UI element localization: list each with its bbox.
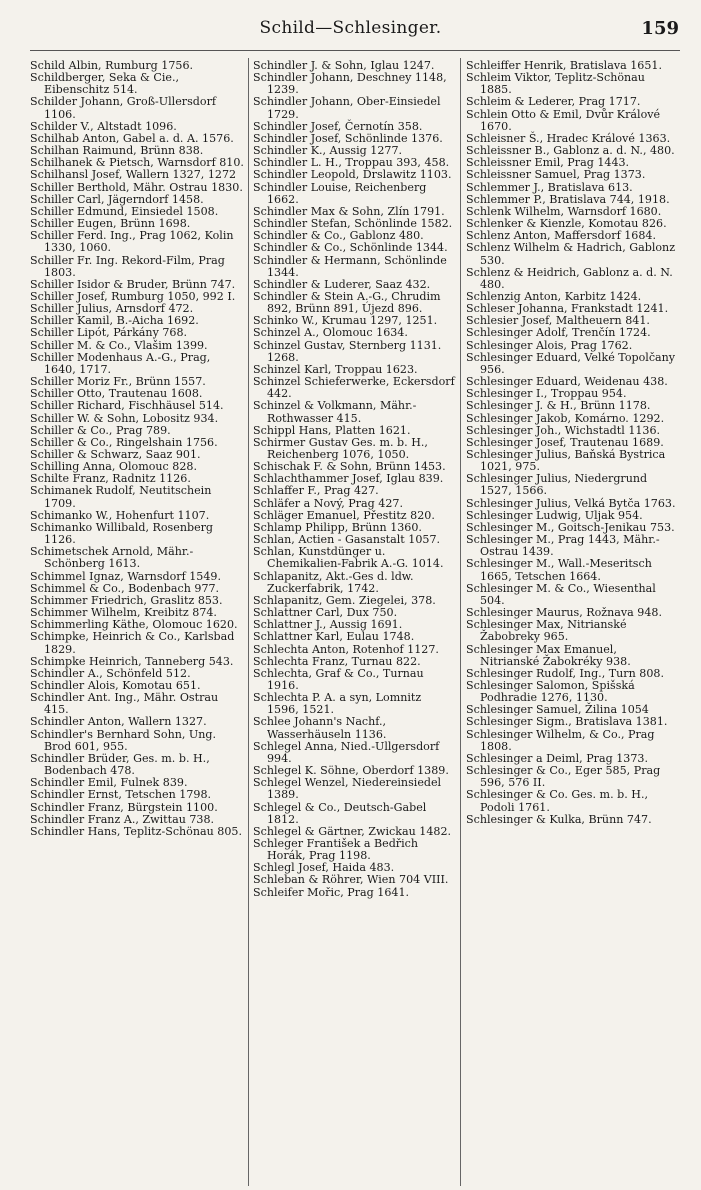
directory-entry: Schindler L. H., Troppau 393, 458. bbox=[253, 156, 450, 170]
directory-entry: Schlesinger Wilhelm, & Co., Prag 1808. bbox=[466, 727, 655, 753]
directory-entry: Schlenz & Heidrich, Gablonz a. d. N. 480. bbox=[466, 265, 673, 291]
directory-entry: Schiller Edmund, Einsiedel 1508. bbox=[30, 204, 219, 218]
directory-entry: Schleger František a Bedřich Horák, Prag 1198. bbox=[253, 837, 419, 863]
directory-entry: Schlesinger Rudolf, Ing., Turn 808. bbox=[466, 666, 664, 680]
directory-entry: Schild Albin, Rumburg 1756. bbox=[30, 60, 194, 72]
directory-entry: Schlesinger Josef, Trautenau 1689. bbox=[466, 435, 664, 449]
directory-entry: Schlattner Karl, Eulau 1748. bbox=[253, 630, 415, 644]
directory-entry: Schlesinger Maurus, Rožnava 948. bbox=[466, 606, 663, 620]
directory-entry: Schimmer Wilhelm, Kreibitz 874. bbox=[30, 606, 217, 620]
directory-entry: Schiller Otto, Trautenau 1608. bbox=[30, 387, 203, 401]
directory-entry: Schindler Max & Sohn, Zlín 1791. bbox=[253, 204, 445, 218]
directory-entry: Schiller Eugen, Brünn 1698. bbox=[30, 217, 191, 231]
directory-entry: Schindler Ernst, Tetschen 1798. bbox=[30, 788, 212, 802]
directory-entry: Schindler Franz A., Zwittau 738. bbox=[30, 812, 215, 826]
directory-entry: Schlesinger Samuel, Žilina 1054 bbox=[466, 703, 649, 717]
header-rule bbox=[30, 50, 680, 51]
directory-entry: Schleifer Mořic, Prag 1641. bbox=[253, 885, 410, 899]
directory-entry: Schlenz Wilhelm & Hadrich, Gablonz 530. bbox=[466, 241, 676, 267]
directory-entry: Schindler & Co., Schönlinde 1344. bbox=[253, 241, 448, 255]
directory-entry: Schleim & Lederer, Prag 1717. bbox=[466, 95, 641, 109]
directory-entry: Schiller Modenhaus A.-G., Prag, 1640, 1717. bbox=[30, 350, 211, 376]
directory-entry: Schimmel Ignaz, Warnsdorf 1549. bbox=[30, 569, 221, 583]
directory-entry: Schiller Lipót, Párkány 768. bbox=[30, 326, 188, 340]
directory-entry: Schleban & Röhrer, Wien 704 VIII. bbox=[253, 873, 449, 887]
directory-entry: Schleissner Samuel, Prag 1373. bbox=[466, 168, 646, 182]
directory-entry: Schindler Josef, Černotín 358. bbox=[253, 119, 423, 133]
directory-entry: Schilling Anna, Olomouc 828. bbox=[30, 460, 197, 474]
directory-entry: Schimanko Willibald, Rosenberg 1126. bbox=[30, 520, 214, 547]
column-1 bbox=[30, 60, 245, 1185]
directory-entry: Schiller & Co., Ringelshain 1756. bbox=[30, 435, 218, 449]
directory-entry: Schindler's Bernhard Sohn, Ung. Brod 601, 955. bbox=[30, 727, 217, 753]
directory-entry: Schiller Ferd. Ing., Prag 1062, Kolin 1330, 1060. bbox=[30, 229, 234, 255]
column-divider bbox=[460, 58, 461, 1186]
directory-entry: Schinko W., Krumau 1297, 1251. bbox=[253, 314, 438, 328]
directory-entry: Schiller Isidor & Bruder, Brünn 747. bbox=[30, 277, 236, 291]
column-2 bbox=[253, 60, 456, 1185]
directory-entry: Schlemmer J., Bratislava 613. bbox=[466, 180, 633, 194]
directory-entry: Schimmer Friedrich, Graslitz 853. bbox=[30, 593, 223, 607]
directory-entry: Schilhansl Josef, Wallern 1327, 1272 bbox=[30, 168, 237, 182]
directory-entry: Schindler Louise, Reichenberg 1662. bbox=[253, 180, 427, 206]
directory-entry: Schlesinger & Co., Eger 585, Prag 596, 576 II. bbox=[466, 764, 661, 790]
directory-entry: Schlesier Josef, Maltheuern 841. bbox=[466, 314, 650, 328]
directory-entry: Schleissner B., Gablonz a. d. N., 480. bbox=[466, 144, 675, 158]
directory-entry: Schlesinger Eduard, Weidenau 438. bbox=[466, 375, 668, 389]
directory-entry: Schiller Moriz Fr., Brünn 1557. bbox=[30, 375, 206, 389]
directory-entry: Schlesinger Alois, Prag 1762. bbox=[466, 338, 633, 352]
directory-entry: Schirmer Gustav Ges. m. b. H., Reichenberg 1076, 1050. bbox=[253, 435, 428, 461]
directory-entry: Schinzel A., Olomouc 1634. bbox=[253, 326, 408, 340]
directory-entry: Schlechta P. A. a syn, Lomnitz 1596, 1521. bbox=[253, 691, 422, 717]
directory-entry: Schlesinger Sigm., Bratislava 1381. bbox=[466, 715, 668, 729]
directory-entry: Schlechta Anton, Rotenhof 1127. bbox=[253, 642, 439, 656]
directory-entry: Schindler A., Schönfeld 512. bbox=[30, 666, 191, 680]
directory-entry: Schimanko W., Hohenfurt 1107. bbox=[30, 508, 210, 522]
directory-entry: Schlenz Anton, Maffersdorf 1684. bbox=[466, 229, 656, 243]
directory-entry: Schiller Julius, Arnsdorf 472. bbox=[30, 302, 194, 316]
directory-entry: Schischak F. & Sohn, Brünn 1453. bbox=[253, 460, 446, 474]
directory-entry: Schläfer a Nový, Prag 427. bbox=[253, 496, 403, 510]
directory-entry: Schimmel & Co., Bodenbach 977. bbox=[30, 581, 220, 595]
directory-entry: Schindler Johann, Deschney 1148, 1239. bbox=[253, 71, 447, 97]
directory-entry: Schlesinger M., Wall.-Meseritsch 1665, Tetschen 1664. bbox=[466, 557, 652, 583]
directory-entry: Schlegel Wenzel, Niedereinsiedel 1389. bbox=[253, 776, 442, 802]
directory-entry: Schiller Berthold, Mähr. Ostrau 1830. bbox=[30, 180, 243, 194]
directory-entry: Schimmerling Käthe, Olomouc 1620. bbox=[30, 618, 238, 632]
page-number: 159 bbox=[641, 18, 679, 39]
directory-entry: Schlesinger Salomon, Spišská Podhradie 1276, 1130. bbox=[466, 678, 635, 705]
directory-entry: Schindler & Hermann, Schönlinde 1344. bbox=[253, 253, 447, 279]
directory-entry: Schiller Josef, Rumburg 1050, 992 I. bbox=[30, 289, 236, 303]
directory-entry: Schimpke Heinrich, Tanneberg 543. bbox=[30, 654, 234, 668]
directory-entry: Schlesinger Julius, Niedergrund 1527, 1566. bbox=[466, 472, 648, 498]
directory-entry: Schindler & Co., Gablonz 480. bbox=[253, 229, 424, 243]
directory-entry: Schindler & Luderer, Saaz 432. bbox=[253, 277, 431, 291]
directory-entry: Schlesinger J. & H., Brünn 1178. bbox=[466, 399, 651, 413]
directory-entry: Schiller & Schwarz, Saaz 901. bbox=[30, 448, 201, 461]
directory-entry: Schildberger, Seka & Cie., Eibenschitz 514. bbox=[30, 71, 180, 97]
directory-entry: Schlenker & Kienzle, Komotau 826. bbox=[466, 217, 667, 231]
page-header bbox=[0, 0, 701, 50]
directory-entry: Schlan, Actien - Gasanstalt 1057. bbox=[253, 533, 441, 547]
directory-entry: Schindler & Stein A.-G., Chrudim 892, Brünn 891, Újezd 896. bbox=[253, 289, 441, 316]
directory-entry: Schiller W. & Sohn, Lobositz 934. bbox=[30, 411, 219, 425]
directory-entry: Schilhanek & Pietsch, Warnsdorf 810. bbox=[30, 156, 244, 170]
directory-entry: Schlesinger Adolf, Trenčín 1724. bbox=[466, 326, 651, 340]
directory-entry: Schlan, Kunstdünger u. Chemikalien-Fabrik A.-G. 1014. bbox=[253, 545, 444, 571]
directory-entry: Schiller Fr. Ing. Rekord-Film, Prag 1803. bbox=[30, 253, 225, 279]
directory-entry: Schlesinger & Co. Ges. m. b. H., Podoli 1761. bbox=[466, 788, 649, 814]
directory-entry: Schlesinger Julius, Velká Bytča 1763. bbox=[466, 496, 676, 510]
directory-entry: Schindler Johann, Ober-Einsiedel 1729. bbox=[253, 95, 441, 121]
directory-entry: Schleisner Š., Hradec Králové 1363. bbox=[466, 131, 671, 145]
directory-entry: Schinzel Gustav, Sternberg 1131. 1268. bbox=[253, 338, 442, 364]
directory-entry: Schlein Otto & Emil, Dvůr Králové 1670. bbox=[466, 107, 661, 133]
directory-entry: Schilhan Raimund, Brünn 838. bbox=[30, 144, 204, 158]
directory-entry: Schlesinger a Deiml, Prag 1373. bbox=[466, 751, 648, 765]
directory-entry: Schlesinger Ludwig, Uljak 954. bbox=[466, 508, 643, 522]
directory-entry: Schleissner Emil, Prag 1443. bbox=[466, 156, 630, 170]
directory-entry: Schläger Emanuel, Přestitz 820. bbox=[253, 508, 435, 522]
directory-entry: Schlesinger Eduard, Velké Topolčany 956. bbox=[466, 350, 676, 376]
directory-entry: Schindler K., Aussig 1277. bbox=[253, 144, 403, 158]
directory-entry: Schlattner Carl, Dux 750. bbox=[253, 606, 398, 620]
directory-entry: Schindler Ant. Ing., Mähr. Ostrau 415. bbox=[30, 691, 219, 717]
directory-entry: Schlesinger M., Goitsch-Jenikau 753. bbox=[466, 520, 675, 534]
directory-entry: Schindler Brüder, Ges. m. b. H., Bodenbach 478. bbox=[30, 751, 210, 778]
directory-entry: Schindler Josef, Schönlinde 1376. bbox=[253, 131, 443, 145]
directory-entry: Schlenzig Anton, Karbitz 1424. bbox=[466, 289, 642, 303]
directory-entry: Schlegel & Gärtner, Zwickau 1482. bbox=[253, 824, 452, 838]
directory-entry: Schindler Alois, Komotau 651. bbox=[30, 678, 201, 692]
directory-entry: Schlegel & Co., Deutsch-Gabel 1812. bbox=[253, 800, 427, 826]
directory-entry: Schindler Stefan, Schönlinde 1582. bbox=[253, 217, 453, 231]
directory-entry: Schindler J. & Sohn, Iglau 1247. bbox=[253, 60, 435, 72]
directory-entry: Schippl Hans, Platten 1621. bbox=[253, 423, 411, 437]
directory-entry: Schiller Richard, Fischhäusel 514. bbox=[30, 399, 224, 413]
directory-entry: Schlechta, Graf & Co., Turnau 1916. bbox=[253, 666, 424, 692]
directory-entry: Schlesinger M., Prag 1443, Mähr.-Ostrau 1439. bbox=[466, 533, 660, 559]
directory-entry: Schlegel K. Söhne, Oberdorf 1389. bbox=[253, 764, 449, 778]
directory-entry: Schilder V., Altstadt 1096. bbox=[30, 119, 177, 133]
directory-entry: Schinzel Karl, Troppau 1623. bbox=[253, 362, 418, 376]
directory-entry: Schlesinger Max, Nitrianské Žabobreky 965. bbox=[466, 618, 627, 644]
directory-entry: Schinzel & Volkmann, Mähr.-Rothwasser 415. bbox=[253, 399, 417, 425]
directory-entry: Schlee Johann's Nachf., Wasserhäuseln 1136. bbox=[253, 715, 387, 741]
directory-entry: Schlaffer F., Prag 427. bbox=[253, 484, 379, 498]
directory-entry: Schlattner J., Aussig 1691. bbox=[253, 618, 403, 632]
directory-entry: Schindler Hans, Teplitz-Schönau 805. bbox=[30, 824, 242, 838]
directory-entry: Schilder Johann, Groß-Ullersdorf 1106. bbox=[30, 95, 216, 121]
directory-entry: Schinzel Schieferwerke, Eckersdorf 442. bbox=[253, 375, 455, 401]
directory-entry: Schimpke, Heinrich & Co., Karlsbad 1829. bbox=[30, 630, 235, 656]
directory-entry: Schindler Anton, Wallern 1327. bbox=[30, 715, 207, 729]
directory-entry: Schimetschek Arnold, Mähr.-Schönberg 1613. bbox=[30, 545, 194, 571]
directory-entry: Schiller Carl, Jägerndorf 1458. bbox=[30, 192, 204, 206]
directory-entry: Schlesinger Max Emanuel, Nitrianské Žabokréky 938. bbox=[466, 642, 631, 668]
directory-entry: Schlechta Franz, Turnau 822. bbox=[253, 654, 421, 668]
column-3 bbox=[466, 60, 678, 1185]
directory-entry: Schlapanitz, Akt.-Ges d. ldw. Zuckerfabrik, 1742. bbox=[253, 569, 414, 595]
directory-entry: Schleim Viktor, Teplitz-Schönau 1885. bbox=[466, 71, 645, 97]
directory-entry: Schlesinger M. & Co., Wiesenthal 504. bbox=[466, 581, 656, 607]
directory-entry: Schimanek Rudolf, Neutitschein 1709. bbox=[30, 484, 212, 510]
directory-entry: Schlesinger I., Troppau 954. bbox=[466, 387, 627, 401]
directory-entry: Schlegel Anna, Nied.-Ullgersdorf 994. bbox=[253, 739, 440, 765]
directory-entry: Schlachthammer Josef, Iglau 839. bbox=[253, 472, 444, 486]
directory-entry: Schleser Johanna, Frankstadt 1241. bbox=[466, 302, 669, 316]
directory-entry: Schindler Franz, Bürgstein 1100. bbox=[30, 800, 218, 814]
directory-entry: Schlesinger & Kulka, Brünn 747. bbox=[466, 812, 652, 826]
directory-entry: Schlapanitz, Gem. Ziegelei, 378. bbox=[253, 593, 436, 607]
directory-entry: Schleiffer Henrik, Bratislava 1651. bbox=[466, 60, 663, 72]
directory-entry: Schlamp Philipp, Brünn 1360. bbox=[253, 520, 422, 534]
directory-entry: Schindler Leopold, Drslawitz 1103. bbox=[253, 168, 452, 182]
directory-entry: Schiller & Co., Prag 789. bbox=[30, 423, 171, 437]
page-title: Schild—Schlesinger. bbox=[259, 18, 442, 38]
directory-entry: Schlesinger Julius, Baňská Bystrica 1021, 975. bbox=[466, 448, 666, 474]
column-divider bbox=[248, 58, 249, 1186]
directory-entry: Schiller Kamil, B.-Aicha 1692. bbox=[30, 314, 199, 328]
directory-entry: Schilhab Anton, Gabel a. d. A. 1576. bbox=[30, 131, 234, 145]
directory-entry: Schlemmer P., Bratislava 744, 1918. bbox=[466, 192, 670, 206]
directory-entry: Schlesinger Joh., Wichstadtl 1136. bbox=[466, 423, 661, 437]
directory-entry: Schiller M. & Co., Vlašim 1399. bbox=[30, 338, 208, 352]
directory-entry: Schilte Franz, Radnitz 1126. bbox=[30, 472, 191, 486]
directory-entry: Schindler Emil, Fulnek 839. bbox=[30, 776, 188, 790]
directory-entry: Schlenk Wilhelm, Warnsdorf 1680. bbox=[466, 204, 662, 218]
directory-entry: Schlegl Josef, Haida 483. bbox=[253, 861, 395, 875]
directory-entry: Schlesinger Jakob, Komárno. 1292. bbox=[466, 411, 665, 425]
